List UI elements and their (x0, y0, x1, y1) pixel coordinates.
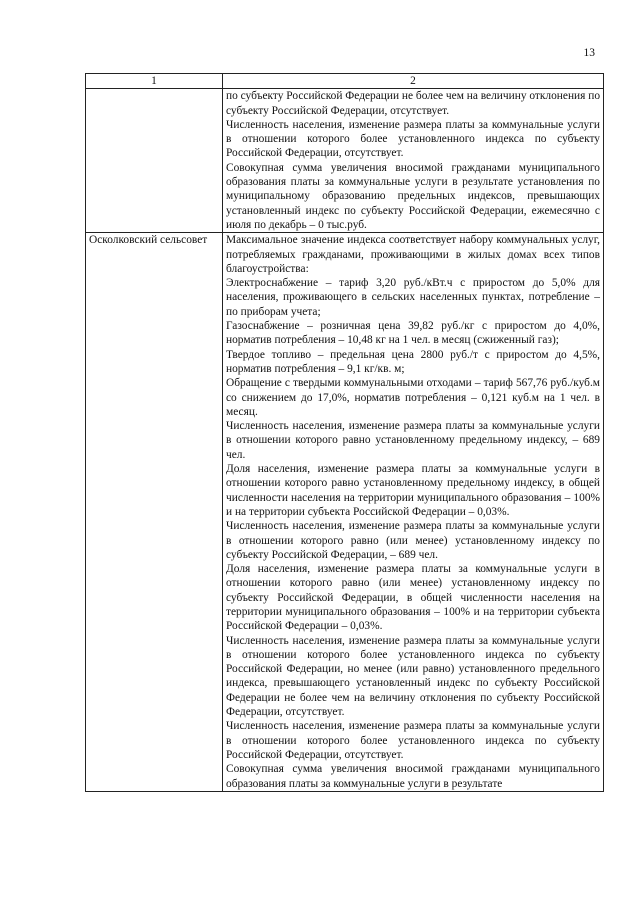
column-header-2: 2 (223, 74, 604, 89)
municipality-cell (86, 233, 223, 792)
utility-index-table (85, 73, 604, 792)
paragraph: Твердое топливо – предельная цена 2800 руб./т с приростом до 4,5%, норматив потребления – 9,1 кг/кв. м; (226, 348, 600, 375)
paragraph: Численность населения, изменение размера платы за коммунальные услуги в отношении которого равно (или менее) установленному индексу по субъекту Российской Федерации, – 689 чел. (226, 520, 600, 561)
description-cell (223, 233, 604, 792)
paragraph: Электроснабжение – тариф 3,20 руб./кВт.ч с приростом до 5,0% для населения, проживающего в сельских населенных пунктах, потребление – по приборам учета; (226, 277, 600, 318)
paragraph: Доля населения, изменение размера платы за коммунальные услуги в отношении которого равно (или менее) установленному индексу по субъекту Российской Федерации, в общей численности населения на территории муниципального образования – 100% и на территории субъекта Российской Федерации – 0,03%. (226, 563, 600, 633)
paragraph: Обращение с твердыми коммунальными отходами – тариф 567,76 руб./куб.м со снижением до 17,0%, норматив потребления – 0,121 куб.м на 1 чел. в месяц. (226, 377, 600, 418)
paragraph: Численность населения, изменение размера платы за коммунальные услуги в отношении которого более установленного индекса по субъекту Российской Федерации, отсутствует. (226, 720, 600, 761)
paragraph: Газоснабжение – розничная цена 39,82 руб./кг с приростом до 4,0%, норматив потребления – 10,48 кг на 1 чел. в месяц (сжиженный газ); (226, 320, 600, 347)
municipality-name: Осколковский сельсовет (89, 234, 208, 247)
table-header-row (86, 74, 604, 89)
table-row (86, 233, 604, 792)
municipality-cell (86, 89, 223, 233)
paragraph: по субъекту Российской Федерации не более чем на величину отклонения по субъекту Российской Федерации, отсутствует. (226, 90, 601, 117)
description-cell (223, 89, 604, 233)
column-header-1: 1 (86, 74, 223, 89)
table-row (86, 89, 604, 233)
paragraph: Доля населения, изменение размера платы за коммунальные услуги в отношении которого равно установленному предельному индексу, в общей численности населения на территории муниципального образования – 100% и на территории субъекта Российской Федерации – 0,03%. (226, 463, 600, 518)
paragraph: Численность населения, изменение размера платы за коммунальные услуги в отношении которого более установленного индекса по субъекту Российской Федерации, отсутствует. (226, 118, 600, 160)
page-number: 13 (583, 47, 595, 59)
paragraph: Совокупная сумма увеличения вносимой гражданами муниципального образования платы за коммунальные услуги в результате установления по муниципальному образованию предельных индексов, превышающих установленный индекс по субъекту Российской Федерации, ежемесячно с июля по декабрь – 0 тыс.руб. (226, 161, 600, 231)
paragraph: Численность населения, изменение размера платы за коммунальные услуги в отношении которого равно установленному предельному индексу, – 689 чел. (226, 420, 600, 461)
paragraph: Численность населения, изменение размера платы за коммунальные услуги в отношении которого более установленного индекса по субъекту Российской Федерации, но менее (или равно) установленного предельного индекса, превышающего установленный индекс по субъекту Российской Федерации не более чем на величину отклонения по субъекту Российской Федерации, отсутствует. (226, 634, 600, 719)
paragraph: Максимальное значение индекса соответствует набору коммунальных услуг, потребляемых гражданами, проживающими в жилых домах всех типов благоустройства: (226, 234, 600, 275)
paragraph: Совокупная сумма увеличения вносимой гражданами муниципального образования платы за коммунальные услуги в результате (226, 763, 600, 790)
